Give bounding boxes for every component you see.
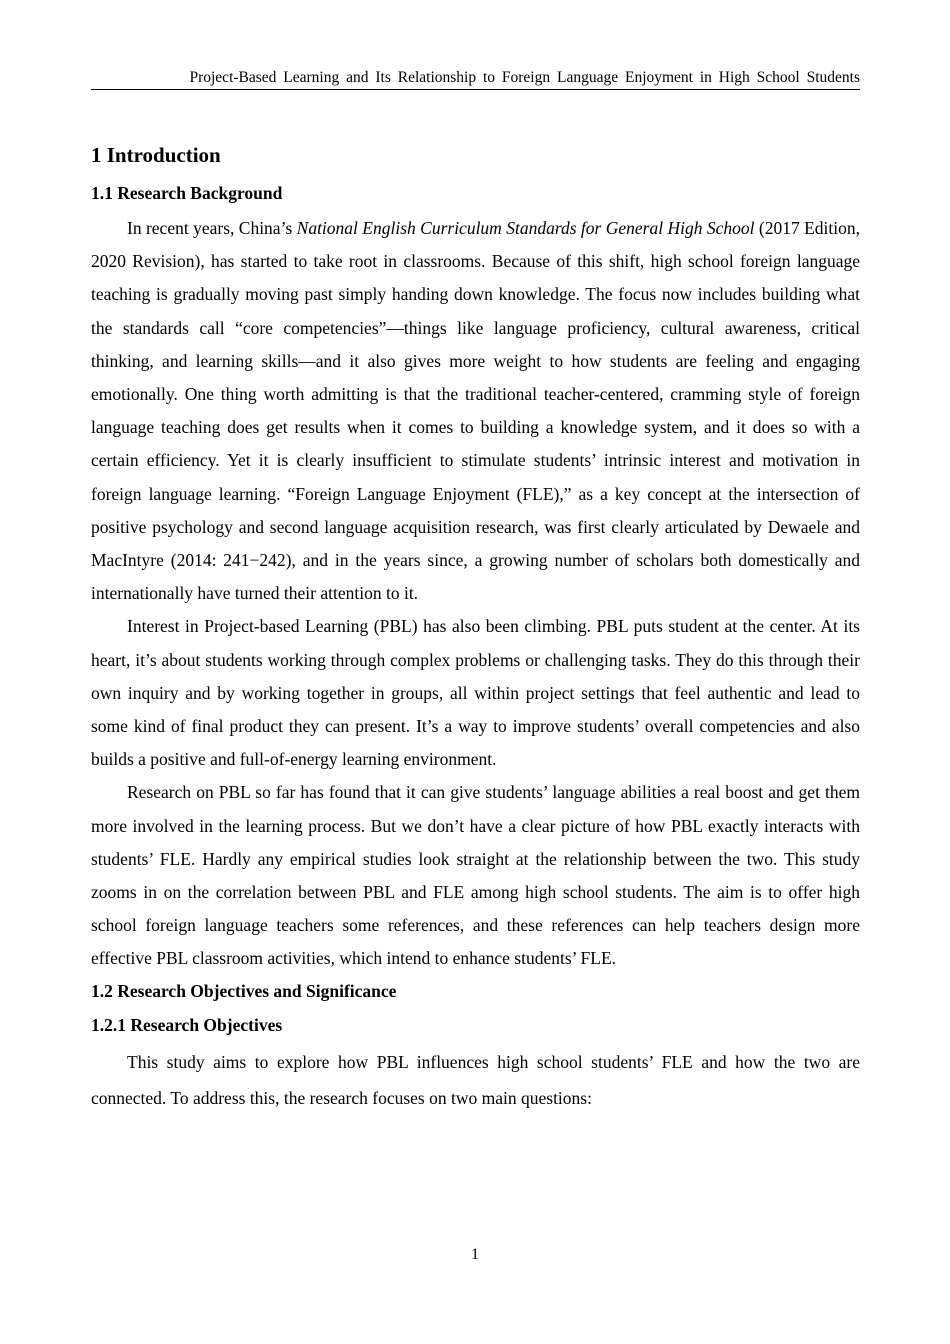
paragraph-background-3: Research on PBL so far has found that it can give students’ language abilities a real boost and get them more involved in the learning process. But we don’t have a clear picture of how PBL exactly interacts with students’ FLE. Hardly any empirical studies look straight at the relationship between the two. This study zooms in on the correlation between PBL and FLE among high school students. The aim is to offer high school foreign language teachers some references, and these references can help teachers design more effective PBL classroom activities, which intend to enhance students’ FLE. bbox=[91, 782, 860, 969]
running-header bbox=[91, 68, 860, 90]
running-title: Project-Based Learning and Its Relationship to Foreign Language Enjoyment in High School Students bbox=[189, 69, 860, 86]
subsection-heading-research-background: 1.1 Research Background bbox=[91, 183, 283, 203]
paragraph-background-2: Interest in Project-based Learning (PBL) has also been climbing. PBL puts student at the center. At its heart, it’s about students working through complex problems or challenging tasks. They do this through their own inquiry and by working together in groups, all within project settings that feel authentic and lead to some kind of final product they can present. It’s a way to improve students’ overall competencies and also builds a positive and full-of-energy learning environment. bbox=[91, 616, 860, 770]
paragraph-objectives-1: This study aims to explore how PBL influences high school students’ FLE and how the two are connected. To address this, the research focuses on two main questions: bbox=[91, 1051, 860, 1108]
paragraph-text: (2017 Edition, 2020 Revision), has started to take root in classrooms. Because of this shift, high school foreign language teaching is gradually moving past simply handing down knowledge. The focus now includes building what the standards call “core competencies”—things like language proficiency, cultural awareness, critical thinking, and learning skills—and it also gives more weight to how students are feeling and engaging emotionally. One thing worth admitting is that the traditional teacher-centered, cramming style of foreign language teaching does get results when it comes to building a knowledge system, and it does so with a certain efficiency. Yet it is clearly insufficient to stimulate students’ intrinsic interest and motivation in foreign language learning. “Foreign Language Enjoyment (FLE),” as a key concept at the intersection of positive psychology and second language acquisition research, was first clearly articulated by Dewaele and MacIntyre (2014: 241−242), and in the years since, a growing number of scholars both domestically and internationally have turned their attention to it. bbox=[91, 218, 861, 604]
page-body bbox=[91, 140, 860, 1116]
curriculum-title: National English Curriculum Standards for General High School bbox=[296, 218, 755, 238]
subsection-heading-objectives-significance: 1.2 Research Objectives and Significance bbox=[91, 980, 397, 1001]
section-heading-introduction: 1 Introduction bbox=[91, 143, 221, 167]
page-number: 1 bbox=[471, 1246, 479, 1263]
subsubsection-heading-research-objectives: 1.2.1 Research Objectives bbox=[91, 1014, 283, 1035]
paragraph-background-1 bbox=[91, 212, 860, 610]
paragraph-text: In recent years, China’s bbox=[127, 218, 297, 238]
